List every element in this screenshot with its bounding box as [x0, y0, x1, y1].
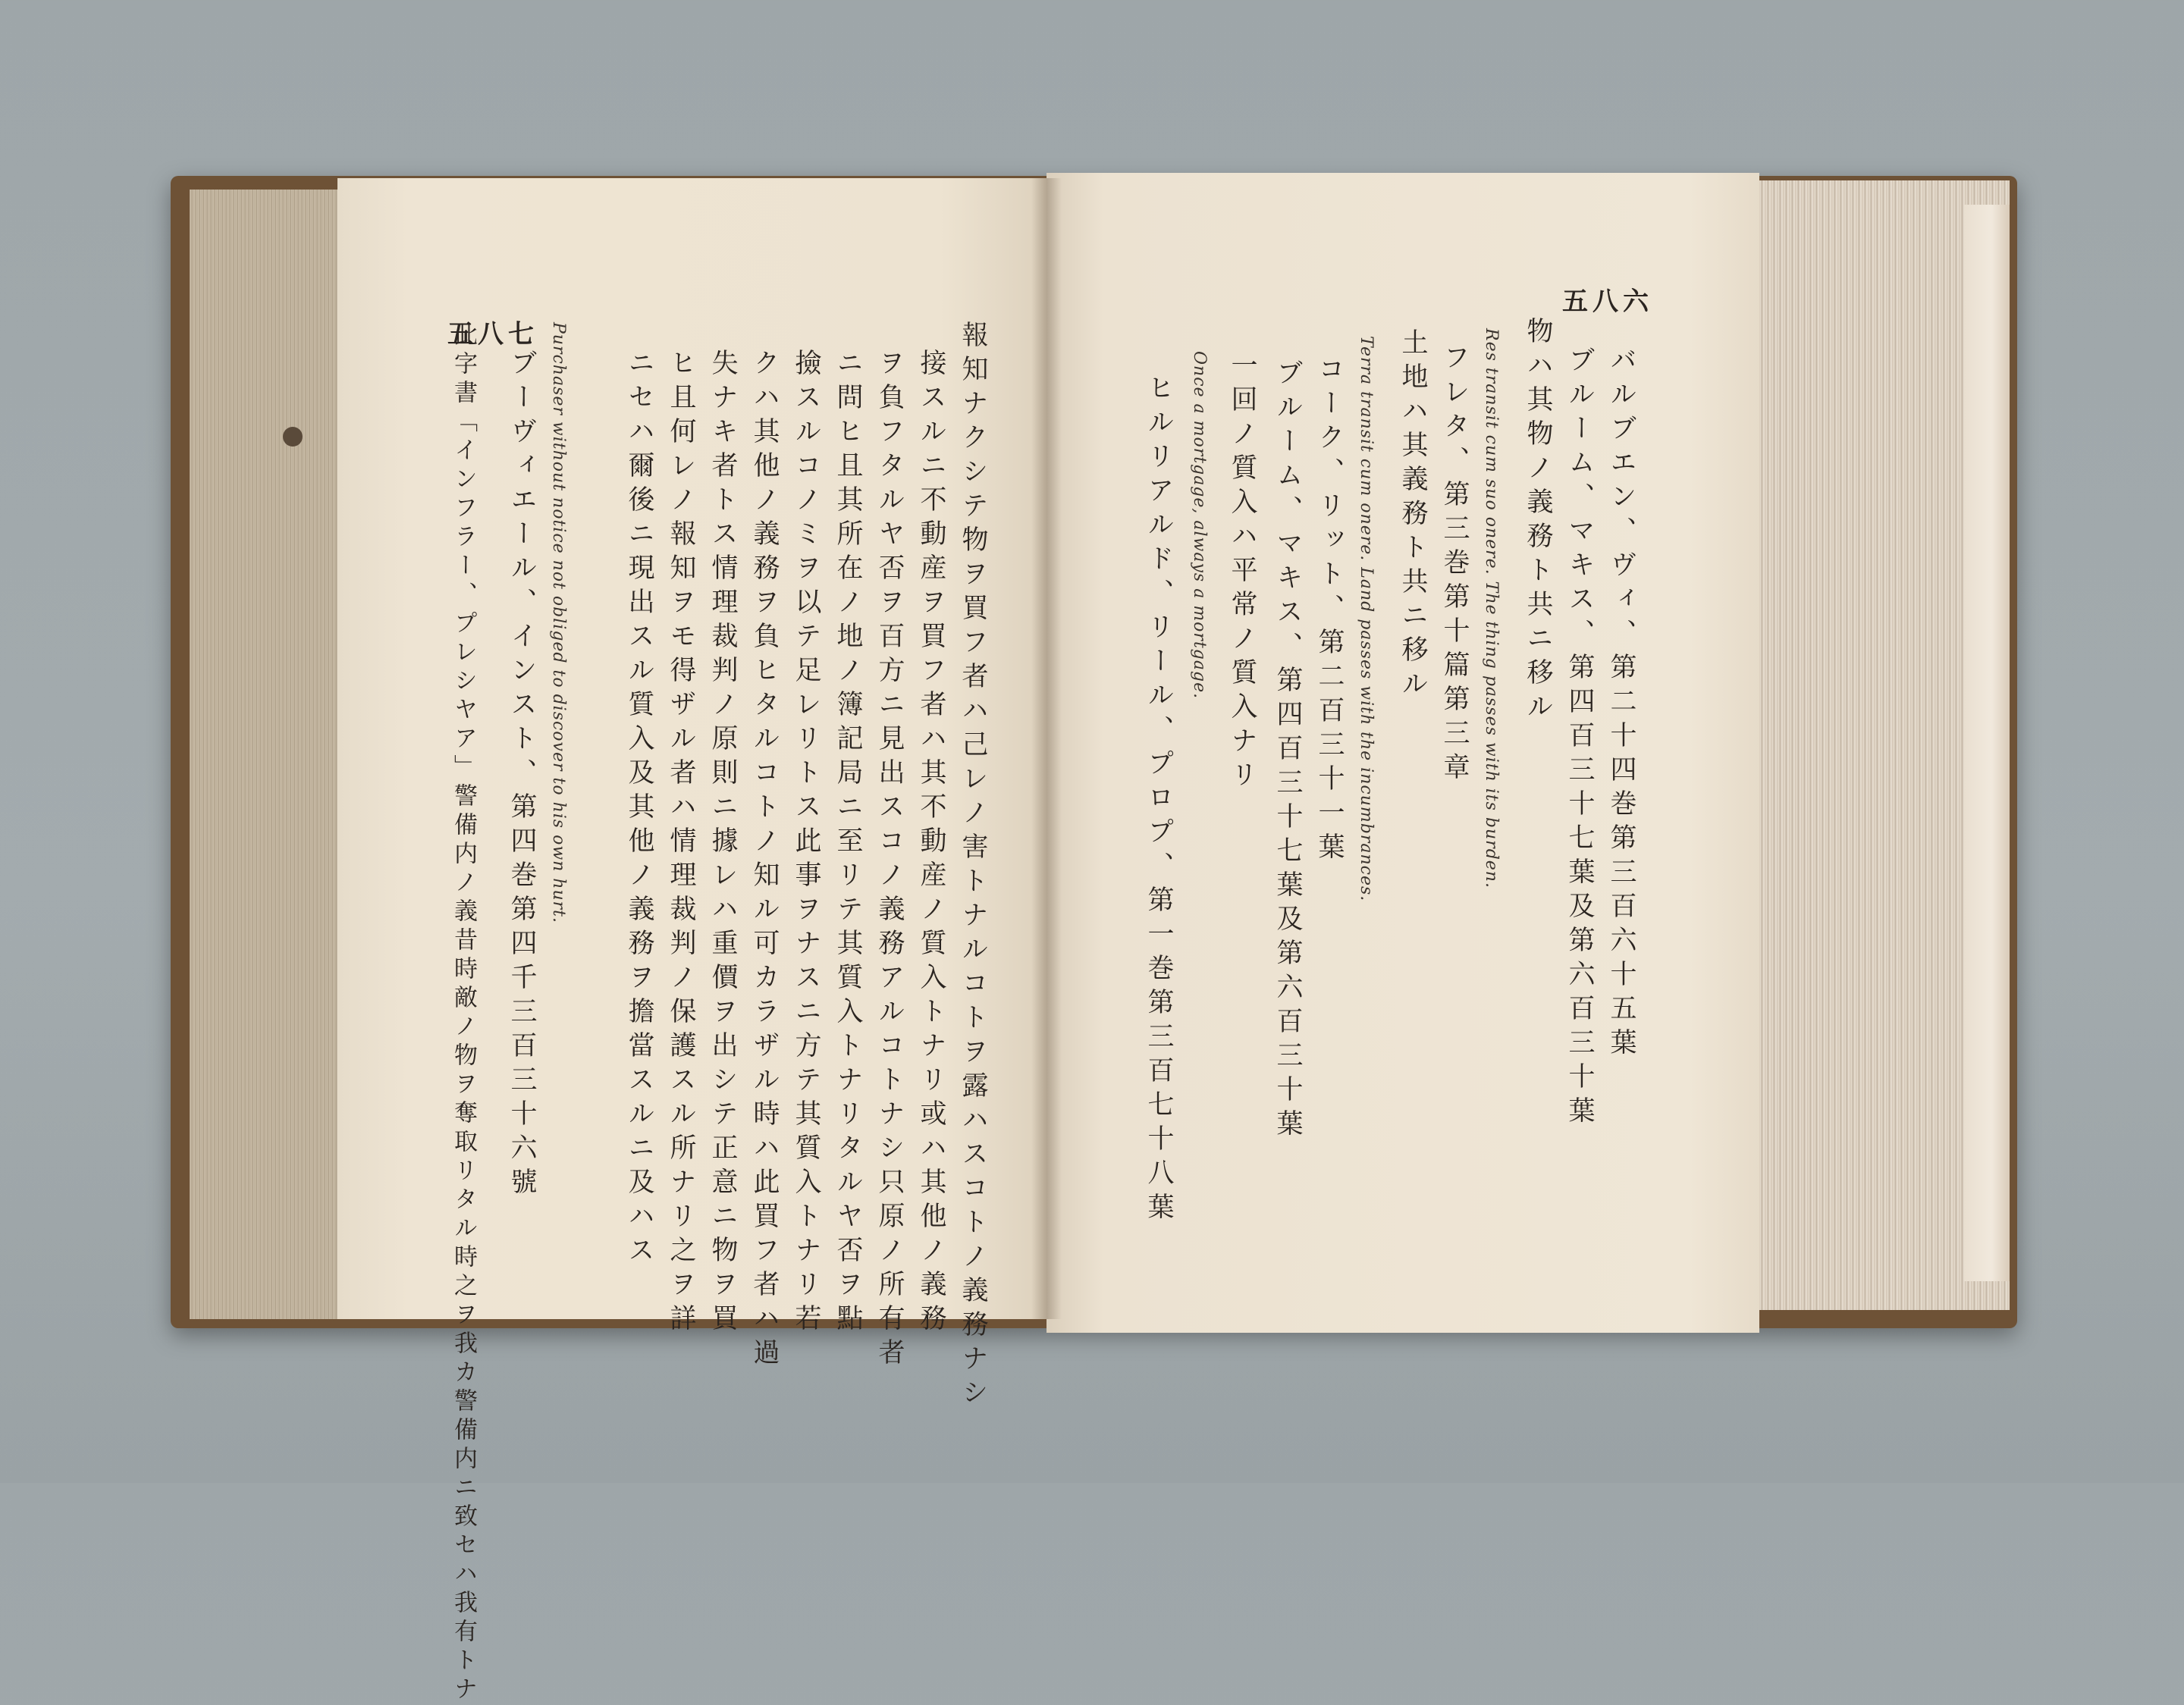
citation-column: ブルーム、マキス、第四百三十七葉及第六百三十葉 [1564, 346, 1595, 1130]
english-maxim: Res transit cum suo onere. The thing passes with its burden. [1482, 328, 1501, 889]
right-page-edge [1964, 205, 2010, 1281]
right-page [1046, 173, 1759, 1333]
citation-column: コーク、リット、第二百三十一葉 [1314, 355, 1345, 867]
citation-column: ヒルリアルド、リール、プロプ、第一巻第三百七十八葉 [1144, 374, 1174, 1227]
maxim-translation: 一回ノ質入ハ平常ノ質入ナリ [1227, 351, 1257, 795]
citation-column: バルブエン、ヴィ、第二十四巻第三百六十五葉 [1606, 346, 1636, 1062]
maxim-translation: 物ハ其物ノ義務ト共ニ移ル [1523, 317, 1553, 726]
citation-column: フレタ、第三巻第十篇第三章 [1439, 343, 1470, 787]
english-maxim: Once a mortgage, always a mortgage. [1190, 351, 1209, 700]
text-column: 失ナキ者トス情理裁判ノ原則ニ據レハ重價ヲ出シテ正意ニ物ヲ買 [708, 349, 738, 1338]
text-column: 報知ナクシテ物ヲ買フ者ハ己レノ害トナルコトヲ露ハスコトノ義務ナシ [958, 321, 988, 1412]
book-gutter [1031, 178, 1062, 1319]
left-page-stack [190, 190, 337, 1319]
text-column: ニセハ爾後ニ現出スル質入及其他ノ義務ヲ擔當スルニ及ハス [624, 349, 654, 1270]
text-column: 撿スルコノミヲ以テ足レリトス此事ヲナスニ方テ其質入トナリ若 [791, 349, 821, 1338]
citation-column: ブーヴィエール、インスト、第四巻第四千三百三十六號 [507, 349, 537, 1202]
english-maxim: Terra transit cum onere. Land passes with the incumbrances. [1357, 336, 1376, 902]
page-number: 五八六 [1562, 287, 1653, 317]
english-maxim: Purchaser without notice not obliged to discover to his own hurt. [549, 322, 568, 923]
text-column: クハ其他ノ義務ヲ負ヒタルコトノ知ル可カラザル時ハ此買フ者ハ過 [749, 349, 780, 1372]
page-number: 五八七 [447, 319, 538, 349]
left-page [337, 178, 1046, 1705]
citation-column: ブルーム、マキス、第四百三十七葉及第六百三十葉 [1272, 359, 1303, 1143]
text-column: 此字書「インフラー、プレシヤア」警備内ノ義昔時敵ノ物ヲ奪取リタル時之ヲ我カ警備内ニ致セハ我有トナ [450, 322, 477, 1705]
text-column: ヒ且何レノ報知ヲモ得ザル者ハ情理裁判ノ保護スル所ナリ之ヲ詳 [666, 349, 696, 1338]
text-column: ニ問ヒ且其所在ノ地ノ簿記局ニ至リテ其質入トナリタルヤ否ヲ點 [833, 349, 863, 1338]
punch-hole [283, 427, 303, 447]
text-column: 接スルニ不動産ヲ買フ者ハ其不動産ノ質入トナリ或ハ其他ノ義務 [916, 349, 946, 1338]
maxim-translation: 土地ハ其義務ト共ニ移ル [1398, 328, 1428, 704]
text-column: ヲ負フタルヤ否ヲ百方ニ見出スコノ義務アルコトナシ只原ノ所有者 [874, 349, 905, 1372]
